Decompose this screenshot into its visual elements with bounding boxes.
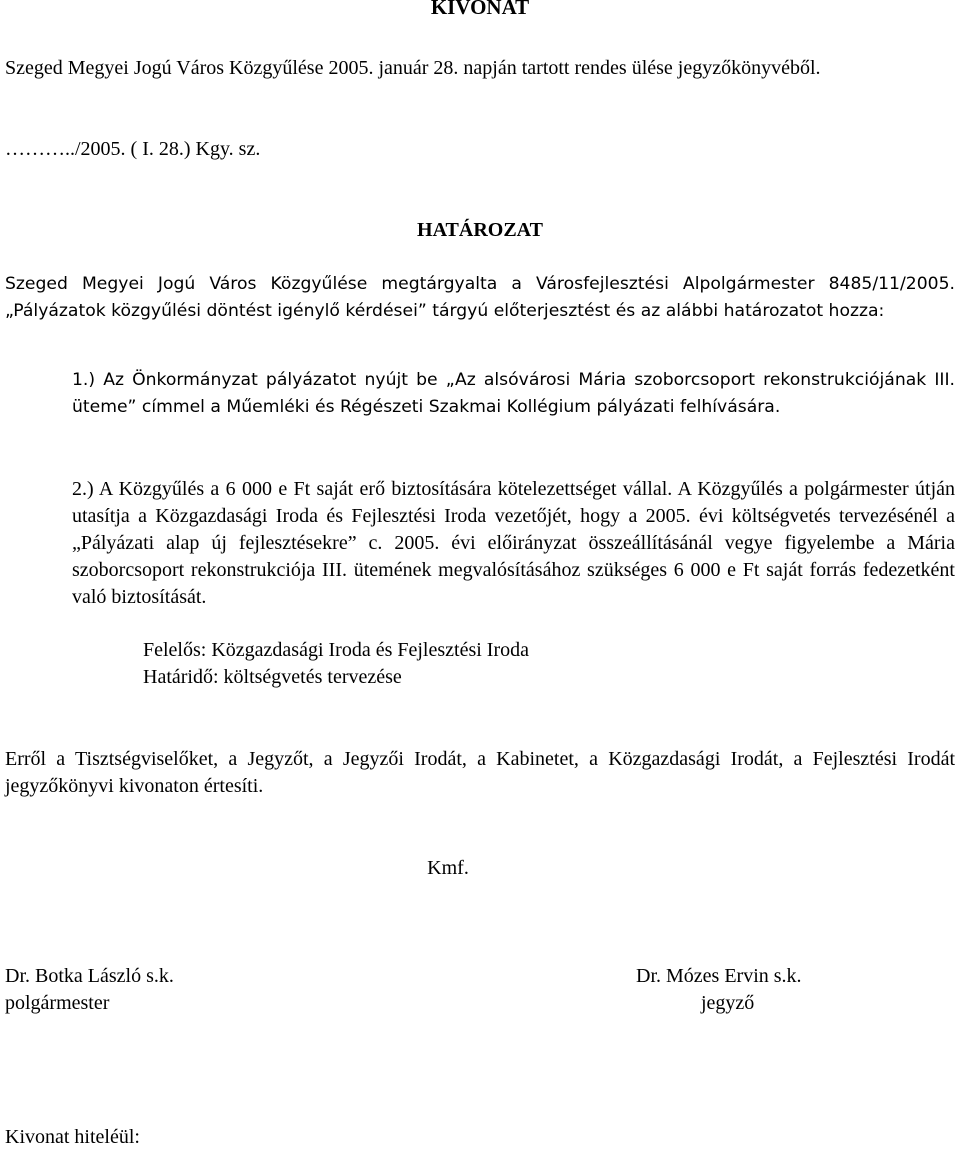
decision-reference-number: ………../2005. ( I. 28.) Kgy. sz. bbox=[5, 138, 261, 160]
notary-signature-name: Dr. Mózes Ervin s.k. bbox=[636, 965, 802, 987]
decision-item-1: 1.) Az Önkormányzat pályázatot nyújt be „Az alsóvárosi Mária szoborcsoport rekonstrukciójának III. üteme” címmel a Műemléki és Régészeti Szakmai Kollégium pályázati felhívására. bbox=[72, 370, 955, 417]
decision-intro-paragraph: Szeged Megyei Jogú Város Közgyűlése megtárgyalta a Városfejlesztési Alpolgármester 8485/11/2005. „Pályázatok közgyűlési döntést igénylő kérdései” tárgyú előterjesztést és az alábbi határozatot hozza: bbox=[5, 274, 955, 321]
attestation-label: Kivonat hiteléül: bbox=[5, 1126, 140, 1148]
intro-paragraph: Szeged Megyei Jogú Város Közgyűlése 2005. január 28. napján tartott rendes ülése jegyzőkönyvéből. bbox=[5, 57, 821, 79]
responsible-party: Felelős: Közgazdasági Iroda és Fejlesztési Iroda bbox=[143, 639, 529, 661]
deadline: Határidő: költségvetés tervezése bbox=[143, 666, 402, 688]
decision-item-2: 2.) A Közgyűlés a 6 000 e Ft saját erő biztosítására kötelezettséget vállal. A Közgyűlés a polgármester útján utasítja a Közgazdasági Iroda és Fejlesztési Iroda vezetőjét, hogy a 2005. évi költségvetés tervezésénél a „Pályázati alap új fejlesztésekre” c. 2005. évi előirányzat összeállításánál vegye figyelembe a Mária szoborcsoport rekonstrukciója III. ütemének megvalósításához szükséges 6 000 e Ft saját forrás fedezetként való biztosítását. bbox=[72, 478, 955, 608]
decision-heading: HATÁROZAT bbox=[417, 219, 543, 241]
mayor-signature-name: Dr. Botka László s.k. bbox=[5, 965, 174, 987]
notification-paragraph: Erről a Tisztségviselőket, a Jegyzőt, a Jegyzői Irodát, a Kabinetet, a Közgazdasági Irodát, a Fejlesztési Irodát jegyzőkönyvi kivonaton értesíti. bbox=[5, 748, 955, 797]
mayor-signature-role: polgármester bbox=[5, 992, 110, 1014]
document-title: KIVONAT bbox=[430, 0, 530, 19]
kmf-label: Kmf. bbox=[427, 857, 469, 879]
notary-signature-role: jegyző bbox=[701, 992, 755, 1014]
